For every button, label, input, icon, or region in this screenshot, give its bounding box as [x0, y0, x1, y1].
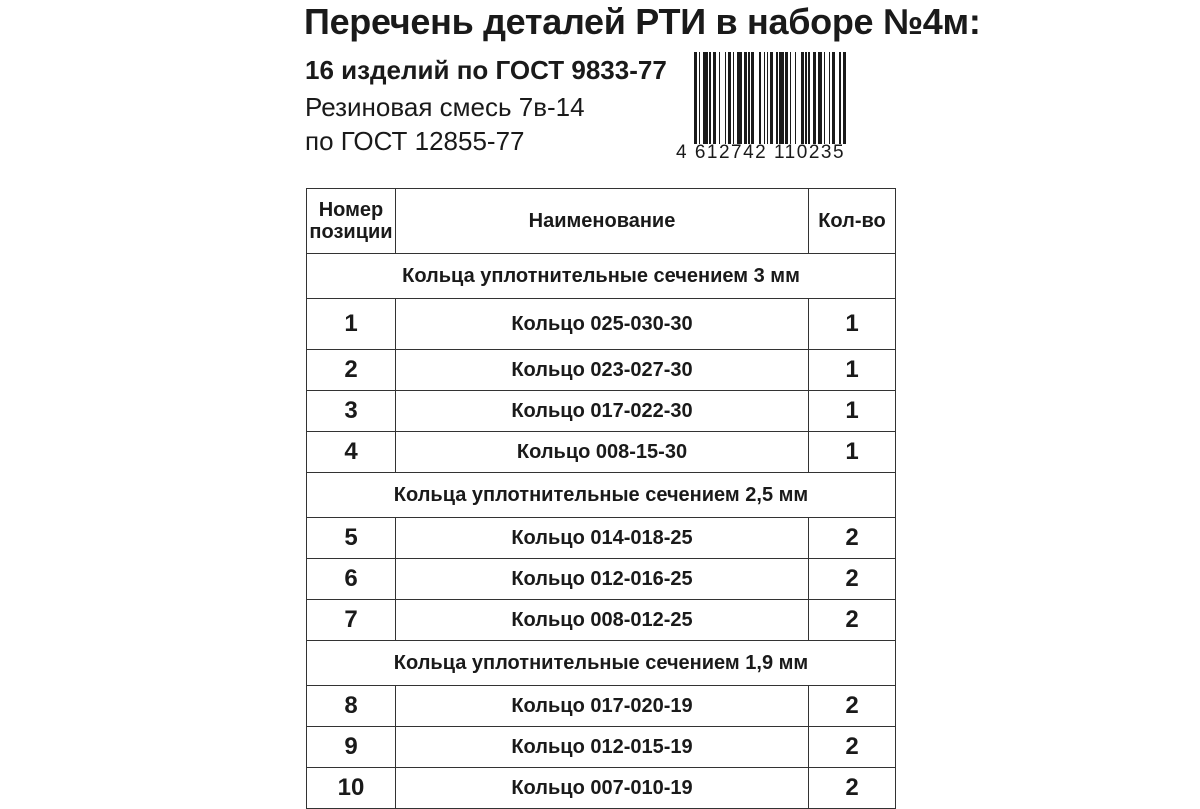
row-number: 10 — [307, 768, 396, 809]
table-row — [307, 518, 896, 559]
row-number: 6 — [307, 559, 396, 600]
row-name: Кольцо 012-016-25 — [396, 559, 809, 600]
material-line: Резиновая смесь 7в-14 — [305, 92, 585, 122]
section-row — [307, 473, 896, 518]
material-standard-line: по ГОСТ 12855-77 — [305, 126, 525, 156]
table-row — [307, 559, 896, 600]
row-quantity: 1 — [809, 391, 896, 432]
row-quantity: 2 — [809, 727, 896, 768]
table-row — [307, 727, 896, 768]
barcode-bar — [846, 52, 848, 144]
column-header-number: Номер позиции — [307, 189, 396, 254]
row-quantity: 2 — [809, 686, 896, 727]
section-title: Кольца уплотнительные сечением 2,5 мм — [307, 473, 896, 518]
section-row — [307, 254, 896, 299]
table-row — [307, 432, 896, 473]
row-number: 8 — [307, 686, 396, 727]
table-row — [307, 600, 896, 641]
row-quantity: 1 — [809, 432, 896, 473]
row-name: Кольцо 023-027-30 — [396, 350, 809, 391]
parts-table-body — [307, 254, 896, 809]
column-header-quantity: Кол-во — [809, 189, 896, 254]
row-name: Кольцо 025-030-30 — [396, 299, 809, 350]
row-number: 5 — [307, 518, 396, 559]
table-row — [307, 350, 896, 391]
row-name: Кольцо 017-022-30 — [396, 391, 809, 432]
column-header-name: Наименование — [396, 189, 809, 254]
row-number: 1 — [307, 299, 396, 350]
table-row — [307, 768, 896, 809]
table-row — [307, 299, 896, 350]
row-quantity: 2 — [809, 559, 896, 600]
row-number: 9 — [307, 727, 396, 768]
barcode-digits: 4 612742 110235 — [676, 142, 846, 163]
parts-table — [306, 188, 896, 809]
row-number: 4 — [307, 432, 396, 473]
row-name: Кольцо 014-018-25 — [396, 518, 809, 559]
barcode — [676, 52, 898, 170]
section-row — [307, 641, 896, 686]
row-number: 7 — [307, 600, 396, 641]
row-name: Кольцо 017-020-19 — [396, 686, 809, 727]
row-name: Кольцо 008-15-30 — [396, 432, 809, 473]
row-quantity: 1 — [809, 350, 896, 391]
row-quantity: 2 — [809, 768, 896, 809]
row-name: Кольцо 007-010-19 — [396, 768, 809, 809]
section-title: Кольца уплотнительные сечением 1,9 мм — [307, 641, 896, 686]
table-row — [307, 391, 896, 432]
table-row — [307, 686, 896, 727]
row-name: Кольцо 012-015-19 — [396, 727, 809, 768]
row-number: 3 — [307, 391, 396, 432]
section-title: Кольца уплотнительные сечением 3 мм — [307, 254, 896, 299]
table-header-row — [307, 189, 896, 254]
page-title: Перечень деталей РТИ в наборе №4м: — [304, 1, 981, 42]
barcode-bars — [694, 52, 894, 144]
row-quantity: 2 — [809, 600, 896, 641]
row-number: 2 — [307, 350, 396, 391]
row-quantity: 2 — [809, 518, 896, 559]
item-count-subtitle: 16 изделий по ГОСТ 9833-77 — [305, 55, 667, 85]
row-name: Кольцо 008-012-25 — [396, 600, 809, 641]
row-quantity: 1 — [809, 299, 896, 350]
